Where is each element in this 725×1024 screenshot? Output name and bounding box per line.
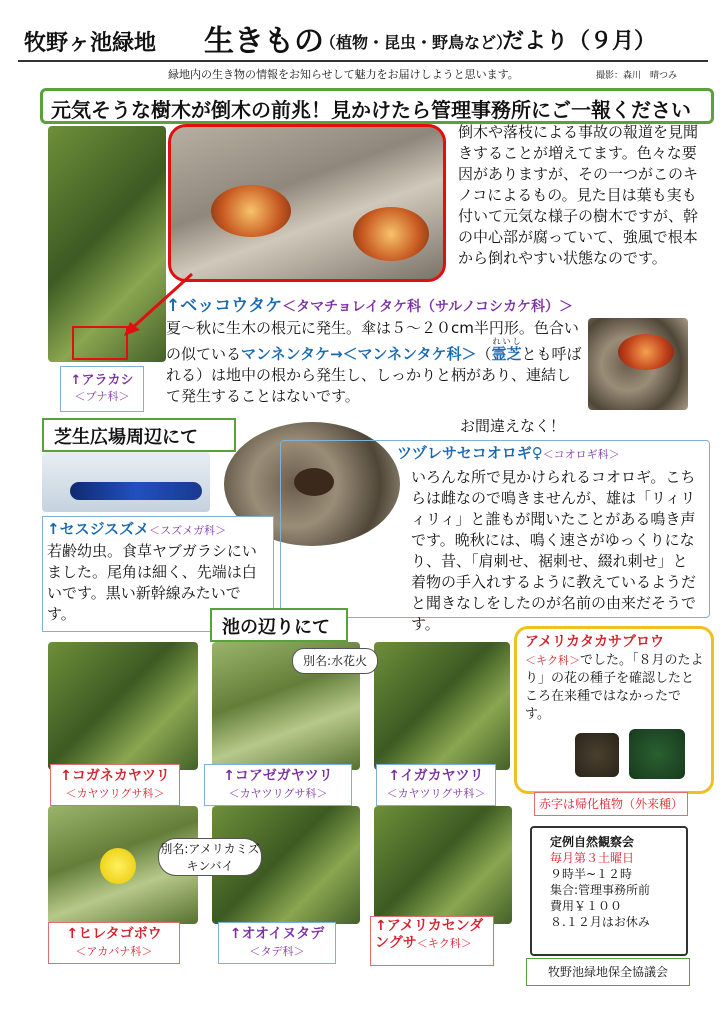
event-title: 定例自然観察会 <box>550 835 635 849</box>
intro-text: 緑地内の生き物の情報をお知らせして魅力をお届けしようと思います。 <box>168 68 519 81</box>
moth-text: 若齢幼虫。食草ヤブガラシにいました。尾角は細く、先端は白いです。黒い新幹線みたいです。 <box>47 542 257 623</box>
reishi-ruby: れいし <box>491 337 522 346</box>
footer-organization: 牧野池緑地保全協議会 <box>526 958 690 986</box>
seed-photo <box>575 733 619 777</box>
plant-photo-1 <box>48 642 198 770</box>
plant-label-4 <box>48 922 180 964</box>
cricket-name: ツヅレサセコオロギ♀ <box>397 444 543 462</box>
section1-paragraph: 倒木や落枝による事故の報道を見聞きすることが増えてます。色々な要因がありますが、その一つがこのキノコによるもの。見た目は葉も実も付いて元気な様子の樹木ですが、幹の中心部が腐っていて、強風で根本から倒れやすい状態なのです。 <box>458 123 699 267</box>
plant-photo-3 <box>374 642 510 770</box>
event-line5: ８.１２月はお休み <box>550 915 650 929</box>
plant-family-3: ＜カヤツリグサ科＞ <box>386 787 486 800</box>
fungus-shape-right <box>353 207 429 261</box>
reishi-cap <box>618 334 674 370</box>
tree-family: ＜ブナ科＞ <box>74 390 130 403</box>
beggar-text-wrap <box>525 633 705 724</box>
plant-label-5 <box>218 922 336 964</box>
beggar-title: アメリカタカサブロウ <box>525 634 665 650</box>
moth-family: ＜スズメガ科＞ <box>149 524 227 537</box>
page-title <box>18 8 708 62</box>
reishi: 霊芝 <box>491 345 522 363</box>
headline-box <box>40 88 714 124</box>
beko-text1: 夏～秋に生木の根元に発生。傘は５～２０cm半円形。色合いの似ている <box>166 319 579 363</box>
beko-text2: とも呼ばれる）は地中の根から発生し、しっかりと柄があり、連結して発生することはないです。 <box>166 345 582 405</box>
event-line1: 毎月第３土曜日 <box>550 851 635 865</box>
cricket-text: いろんな所で見かけられるコオロギ。こちらは雌なので鳴きませんが、雄は「リィリィリィ」と誰もが聞いたことがある鳴き声です。晩秋には、鳴く速さがゆっくりになり、昔、「肩刺せ、裾刺せ、綴れ刺せ」と着物の手入れするように教えているようだと聞きなしをしたのが名前の由来だそうです。 <box>411 468 697 633</box>
plant-photo-small <box>629 729 685 779</box>
plant-family-6: ＜キク科＞ <box>416 937 472 950</box>
plant-name-5: ↑オオイヌタデ <box>229 926 325 942</box>
plant-name-4: ↑ヒレタゴボウ <box>66 926 162 942</box>
beko-warning: お間違えなく！ <box>460 417 566 435</box>
alias-hanabi: 別名:水花火 <box>302 654 368 668</box>
title-month: だより（９月） <box>502 29 657 54</box>
plant-label-2 <box>204 764 352 806</box>
fungus-photo <box>168 124 446 282</box>
beggar-family: ＜キク科＞ <box>525 654 580 667</box>
alias-bubble-2 <box>158 838 262 876</box>
fungus-shape-left <box>211 185 291 237</box>
plant-name-2: ↑コアゼガヤツリ <box>223 768 333 784</box>
plant-family-4: ＜アカバナ科＞ <box>75 945 153 958</box>
yellow-flower <box>100 848 136 884</box>
title-main: 生きもの <box>204 24 324 59</box>
alias-primrose: 別名:アメリカミズキンバイ <box>160 842 260 873</box>
beko-family: ＜タマチョレイタケ科（サルノコシカケ科）＞ <box>282 299 573 315</box>
photo-credit: 撮影：森川 晴つみ <box>596 71 678 81</box>
plant-family-2: ＜カヤツリグサ科＞ <box>228 787 328 800</box>
headline-text: 元気そうな樹木が倒木の前兆！見かけたら管理事務所にご一報ください <box>51 98 691 122</box>
note-alien-species: 赤字は帰化植物（外来種） <box>534 792 688 816</box>
reishi-photo <box>588 318 688 410</box>
plant-family-5: ＜タデ科＞ <box>249 945 305 958</box>
cricket-box <box>280 440 710 633</box>
moth-name: ↑セスジスズメ <box>47 520 150 538</box>
plant-photo-6 <box>374 806 512 924</box>
cricket-family: ＜コオロギ科＞ <box>542 448 620 461</box>
section2-heading-box <box>42 418 236 452</box>
section2-heading: 芝生広場周辺にて <box>54 427 198 448</box>
event-line4: 費用￥１００ <box>550 899 623 913</box>
event-details <box>550 834 650 930</box>
tree-name: ↑アラカシ <box>70 373 134 388</box>
caterpillar-photo <box>42 452 210 512</box>
plant-label-6 <box>370 916 494 966</box>
mannen-name: マンネンタケ→＜マンネンタケ科＞ <box>241 345 477 363</box>
plant-name-6: ↑アメリカセンダングサ <box>375 918 484 951</box>
plant-label-3 <box>376 764 496 806</box>
title-sub: （植物・昆虫・野鳥など） <box>320 33 513 52</box>
title-location: 牧野ヶ池緑地 <box>24 31 157 56</box>
section3-heading-box <box>210 608 348 642</box>
plant-family-1: ＜カヤツリグサ科＞ <box>65 787 165 800</box>
tree-label-box <box>60 366 144 412</box>
plant-label-1 <box>50 764 180 806</box>
plant-name-1: ↑コガネカヤツリ <box>60 768 170 784</box>
plant-name-3: ↑イガカヤツリ <box>388 768 484 784</box>
event-box <box>530 826 688 956</box>
section3-heading: 池の辺りにて <box>222 617 330 638</box>
event-line2: ９時半~１２時 <box>550 867 633 881</box>
beggar-box <box>514 626 714 794</box>
beko-description: ↑ベッコウタケ＜タマチョレイタケ科（サルノコシカケ科）＞夏～秋に生木の根元に発生。傘は５～２０cm半円形。色合いの似ているマンネンタケ→＜マンネンタケ科＞（霊芝れいしとも呼ばれる）は地中の根から発生し、しっかりと柄があり、連結して発生することはないです。 <box>166 296 582 405</box>
beko-name: ↑ベッコウタケ <box>166 296 283 316</box>
caterpillar-body <box>70 482 202 500</box>
beggar-text: でした。「８月のたより」の花の種子を確認したところ在来種ではなかったです。 <box>525 653 704 722</box>
alias-bubble-1 <box>292 648 378 674</box>
event-line3: 集合:管理事務所前 <box>550 883 651 897</box>
